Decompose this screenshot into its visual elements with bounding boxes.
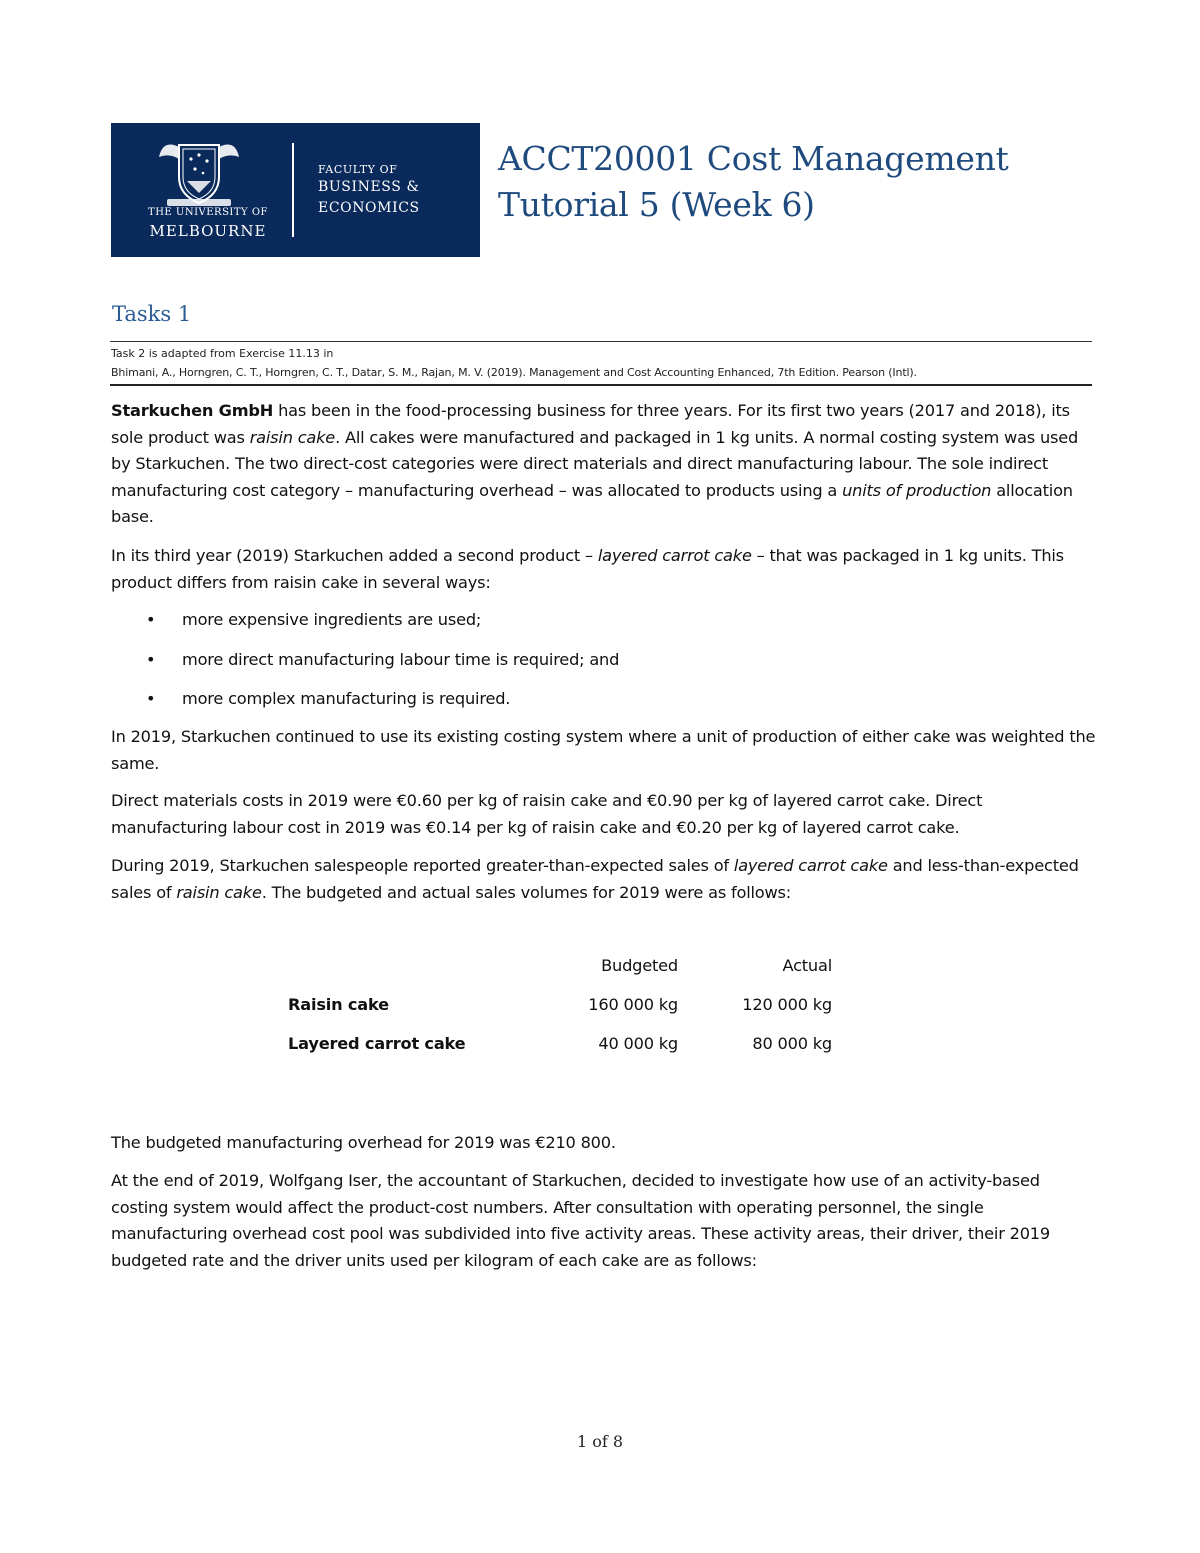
document-title-line2: Tutorial 5 (Week 6) [498, 185, 815, 224]
page-number: 1 of 8 [576, 1432, 624, 1451]
paragraph-text: . The budgeted and actual sales volumes for 2019 were as follows: [261, 882, 792, 902]
paragraph-direct-costs: Direct materials costs in 2019 were €0.60 per kg of raisin cake and €0.90 per kg of layered carrot cake. Direct manufacturing labour cost in 2019 was €0.14 per kg of raisin cake and €0.20 per kg of layered carrot cake. [111, 791, 983, 837]
reference-line1: Task 2 is adapted from Exercise 11.13 in [111, 347, 334, 360]
paragraph-abc: At the end of 2019, Wolfgang Iser, the accountant of Starkuchen, decided to investigate how use of an activity-based costing system would affect the product-cost numbers. After consultation with operating personnel, the single manufacturing overhead cost pool was subdivided into five activity areas. These activity areas, their driver, their 2019 budgeted rate and the driver units used per kilogram of each cake are as follows: [111, 1171, 1050, 1270]
faculty-name-line1: FACULTY OF [318, 163, 398, 176]
product-name: layered carrot cake [733, 856, 888, 875]
table-cell-text: 120 000 kg [742, 995, 832, 1014]
company-name: Starkuchen GmbH [111, 401, 274, 420]
university-crest-icon [149, 137, 249, 209]
divider-top [110, 341, 1092, 342]
list-item-text: more direct manufacturing labour time is required; and [182, 649, 620, 669]
document-title-line1: ACCT20001 Cost Management [498, 139, 1009, 178]
paragraph-sales [111, 853, 1096, 906]
section-heading: Tasks 1 [112, 302, 192, 326]
university-name-line2: MELBOURNE [149, 222, 267, 240]
table-cell-text: 160 000 kg [588, 995, 678, 1014]
paragraph-text: and less-than-expected sales of [111, 856, 1079, 902]
paragraph-costing-system: In 2019, Starkuchen continued to use its existing costing system where a unit of production of either cake was weighted the same. [111, 727, 1096, 773]
bullet-icon: • [146, 649, 156, 669]
reference-line2: Bhimani, A., Horngren, C. T., Horngren, C. T., Datar, S. M., Rajan, M. V. (2019). Management and Cost Accounting Enhanced, 7th Edition. Pearson (Intl). [111, 366, 917, 379]
table-cell-text: 40 000 kg [598, 1034, 678, 1053]
list-item [111, 646, 1011, 686]
bullet-list [111, 606, 1011, 725]
table-cell-text: 80 000 kg [752, 1034, 832, 1053]
paragraph-text: – that was packaged in 1 kg units. This product differs from raisin cake in several ways: [111, 546, 1064, 592]
divider-bottom [110, 384, 1092, 386]
allocation-base: units of production [842, 480, 992, 500]
table-row-label: Layered carrot cake [288, 1034, 466, 1053]
paragraph-text: has been in the food-processing business for three years. For its first two years (2017 and 2018), its sole product was [111, 401, 1070, 447]
list-item [111, 685, 1011, 725]
list-item [111, 606, 1011, 646]
university-name-line1: THE UNIVERSITY OF [148, 207, 268, 218]
table-row-label: Raisin cake [288, 995, 389, 1014]
logo-divider [292, 143, 294, 237]
paragraph-text: . All cakes were manufactured and packaged in 1 kg units. A normal costing system was used by Starkuchen. The two direct-cost categories were direct materials and direct manufacturing labour. The sole indirect manufacturing cost category – manufacturing overhead – was allocated to products using a [111, 427, 1079, 500]
university-logo [111, 123, 480, 257]
paragraph-second-product [111, 543, 1096, 596]
faculty-name-line3: ECONOMICS [318, 200, 420, 216]
faculty-name-line2: BUSINESS & [318, 179, 420, 195]
paragraph-text: allocation base. [111, 480, 1073, 527]
table-header-text: Budgeted [601, 956, 678, 975]
bullet-icon: • [146, 689, 156, 708]
table-header-text: Actual [782, 956, 832, 975]
paragraph-text: During 2019, Starkuchen salespeople reported greater-than-expected sales of [111, 856, 734, 875]
list-item-text: more complex manufacturing is required. [182, 689, 511, 708]
list-item-text: more expensive ingredients are used; [182, 610, 482, 629]
paragraph-overhead: The budgeted manufacturing overhead for 2019 was €210 800. [111, 1133, 616, 1152]
product-name: layered carrot cake [597, 546, 752, 565]
paragraph-intro [111, 398, 1096, 531]
paragraph-text: In its third year (2019) Starkuchen added a second product – [111, 546, 598, 565]
bullet-icon: • [146, 610, 156, 629]
product-name: raisin cake [176, 882, 262, 902]
product-name: raisin cake [249, 427, 336, 447]
